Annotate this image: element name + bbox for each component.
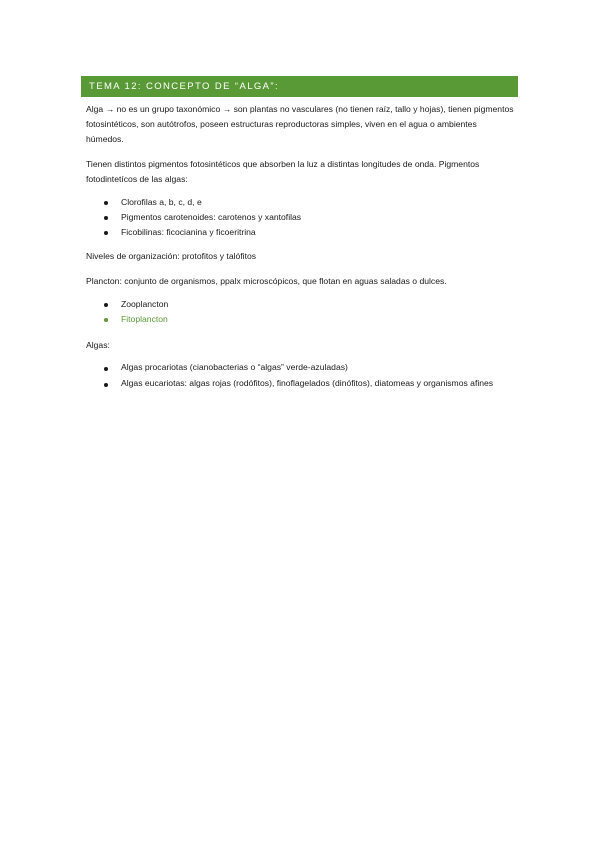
list-item-text: Clorofilas a, b, c, d, e [121,197,202,207]
bullet-icon [104,231,108,235]
list-item-text: Ficobilinas: ficocianina y ficoeritrina [121,227,256,237]
plancton-paragraph: Plancton: conjunto de organismos, ppalx microscópicos, que flotan en aguas saladas o dulces. [86,276,447,286]
list-item [86,377,516,391]
list-item-text: Algas procariotas (cianobacterias o “algas” verde-azuladas) [121,362,348,372]
plancton-list [86,297,516,327]
pigments-list [86,195,516,240]
title-bar [81,76,518,97]
list-item [86,361,516,375]
bullet-icon [104,383,108,387]
bullet-icon [104,318,108,322]
list-item [86,297,516,312]
algas-list [86,361,516,390]
list-item [86,195,516,210]
list-item-text: Zooplancton [121,299,169,309]
list-item-highlighted [86,312,516,327]
levels-paragraph: Niveles de organización: protofitos y talófitos [86,251,257,261]
algas-heading: Algas: [86,340,110,350]
bullet-icon [104,367,108,371]
list-item-text: Algas eucariotas: algas rojas (rodófitos), finoflagelados (dinófitos), diatomeas y organismos afines [121,377,494,388]
list-item-text: Pigmentos carotenoides: carotenos y xantofilas [121,212,302,222]
list-item [86,210,516,225]
bullet-icon [104,216,108,220]
page-title: TEMA 12: CONCEPTO DE “ALGA”: [89,81,280,92]
bullet-icon [104,201,108,205]
list-item [86,225,516,240]
list-item-text: Fitoplancton [121,314,168,324]
bullet-icon [104,303,108,307]
definition-paragraph: Alga → no es un grupo taxonómico → son plantas no vasculares (no tienen raíz, tallo y hojas), tienen pigmentos fotosintéticos, son autótrofos, poseen estructuras reproductoras simples, viven en el agua o ambientes húmedos. [86,104,514,144]
pigments-paragraph: Tienen distintos pigmentos fotosintéticos que absorben la luz a distintas longitudes de onda. Pigmentos fotodintetícos de las algas: [86,159,480,184]
document-body [86,100,516,392]
